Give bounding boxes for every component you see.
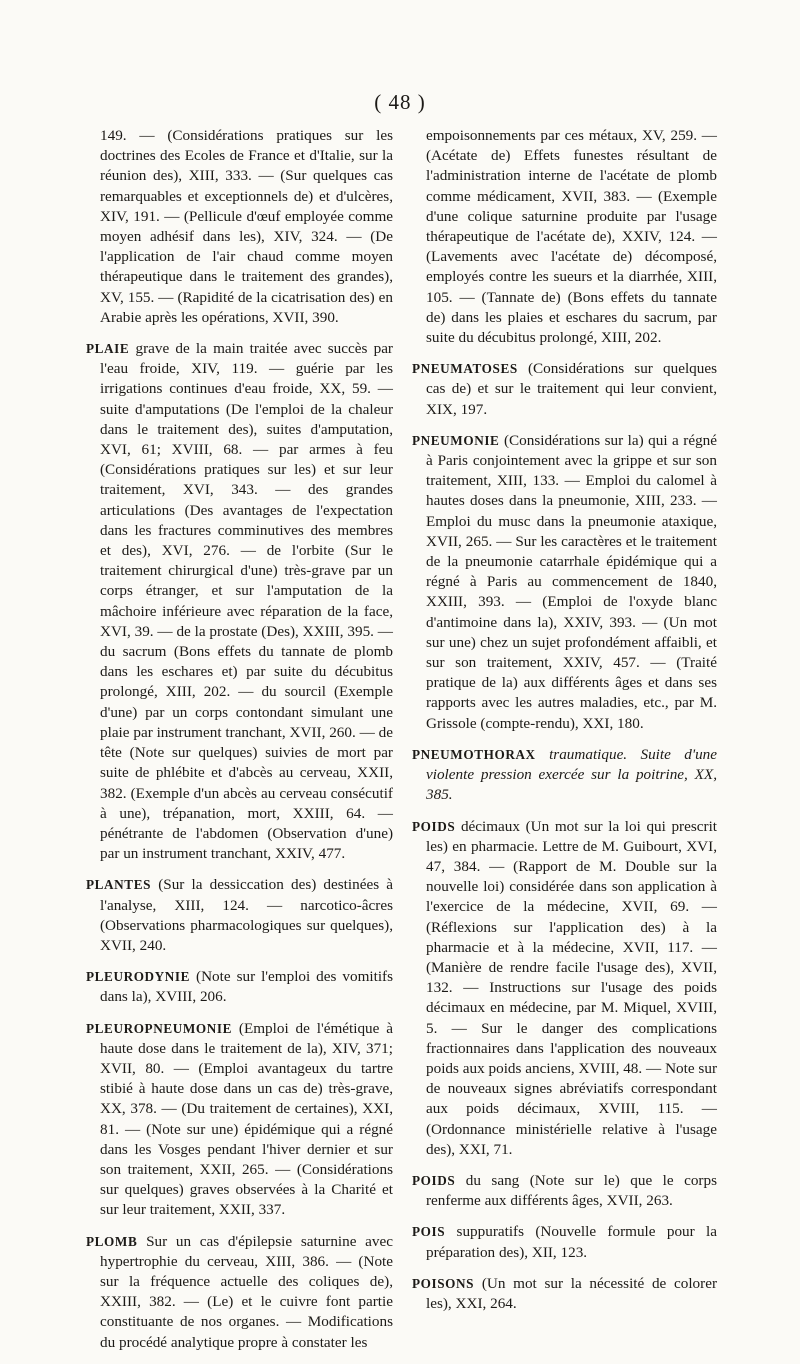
index-entry <box>86 1019 393 1221</box>
index-entry <box>412 126 717 348</box>
entry-text: (Considérations sur quelques cas de) et sur le traitement qui leur convient, XIX, 197. <box>426 360 717 418</box>
entry-heading: PNEUMATOSES <box>412 361 518 377</box>
index-entry <box>412 817 717 1160</box>
right-column <box>412 126 717 1325</box>
entry-heading: POIDS <box>412 818 456 834</box>
index-entry <box>412 359 717 420</box>
index-entry <box>86 126 393 328</box>
entry-heading: PLEURODYNIE <box>86 969 191 985</box>
entry-text: (Un mot sur la nécessité de colorer les), XXI, 264. <box>426 1274 717 1312</box>
index-entry <box>86 1232 393 1353</box>
index-entry <box>412 1222 717 1262</box>
index-entry <box>412 1171 717 1211</box>
entry-heading: PLOMB <box>86 1233 138 1249</box>
entry-text: décimaux (Un mot sur la loi qui prescrit les) en pharmacie. Lettre de M. Guibourt, XVI, 47, 384. — (Rapport de M. Double sur la nouvelle loi) considérée dans son application à l'exercice de la médecine, XVII, 69. — (Réflexions sur l'application des) à la pharmacie et à la médecine, XVII, 117. — (Manière de rendre facile l'usage des), XVII, 132. — Instructions sur l'usage des poids décimaux en médecine, par M. Miquel, XVIII, 5. — Sur le danger des complications fractionnaires dans l'application des nouveaux poids aux poids anciens, XVIII, 48. — Note sur de nouveaux signes abréviatifs correspondant aux poids décimaux, XVIII, 115. — (Ordonnance ministérielle relative à l'usage des), XXI, 71. <box>426 817 718 1158</box>
index-entry <box>86 875 393 956</box>
entry-text: du sang (Note sur le) que le corps renferme aux différents âges, XVII, 263. <box>426 1171 717 1210</box>
entry-heading: POIDS <box>412 1172 456 1188</box>
entry-heading: PLAIE <box>86 341 130 357</box>
entry-text: Sur un cas d'épilepsie saturnine avec hypertrophie du cerveau, XIII, 386. — (Note sur la fréquence actuelle des coliques de), XXIII, 382. — (Le) et le cuivre font partie constituante de nos organes. — Modifications du procédé analytique propre à constater les <box>100 1232 393 1351</box>
index-entry <box>86 339 393 864</box>
entry-heading: PNEUMOTHORAX <box>412 746 536 762</box>
entry-heading: POISONS <box>412 1275 475 1291</box>
entry-text: (Considérations sur la) qui a régné à Paris conjointement avec la grippe et sur son traitement, XIII, 133. — Emploi du calomel à hautes doses dans la pneumonie, XIII, 233. — Emploi du musc dans la pneumonie ataxique, XVII, 265. — Sur les caractères et le traitement de la pneumonie catarrhale épidémique qui a régné à Paris au commencement de 1840, XXIII, 393. — (Emploi de l'oxyde blanc d'antimoine dans la), XXIV, 393. — (Un mot sur une) chez un sujet profondément affaibli, et sur son traitement, XXIV, 457. — (Traité pratique de la) aux différents âges et dans ses rapports avec les autres maladies, etc., par M. Grissole (compte-rendu), XXI, 180. <box>426 431 717 732</box>
entry-heading: PNEUMONIE <box>412 432 500 448</box>
entry-text: grave de la main traitée avec succès par l'eau froide, XIV, 119. — guérie par les irrigations continues d'eau froide, XX, 59. — suite d'amputations (De l'emploi de la chaleur dans le traitement des), suites d'amputation, XVI, 61; XVIII, 68. — par armes à feu (Considérations pratiques sur les) et sur leur traitement, XVI, 343. — des grandes articulations (Des avantages de l'expectation dans les fractures comminutives des membres et des), XVI, 276. — de l'orbite (Sur le traitement chirurgical d'une) très-grave par un corps étranger, et sur l'amputation de la mâchoire inférieure avec réparation de la face, XVI, 39. — de la prostate (Des), XXIII, 395. — du sacrum (Bons effets du tannate de plomb dans les eschares et) par suite du décubitus prolongé, XIII, 202. — du sourcil (Exemple d'une) par un corps contondant simulant une plaie par instrument tranchant, XVII, 260. — de tête (Note sur quelques) suivies de mort par suite de phlébite et d'abcès au cerveau, XXII, 382. (Exemple d'un abcès au cerveau consécutif à une), trépanation, mort, XXIII, 64. — pénétrante de l'abdomen (Observation d'une) par un instrument tranchant, XXIV, 477. <box>100 340 393 863</box>
entry-heading: PLANTES <box>86 877 152 893</box>
index-entry <box>412 431 717 734</box>
index-entry <box>86 967 393 1007</box>
entry-text: suppuratifs (Nouvelle formule pour la préparation des), XII, 123. <box>426 1223 717 1261</box>
entry-text: empoisonnements par ces métaux, XV, 259. — (Acétate de) Effets funestes résultant de l'administration interne de l'acétate de plomb comme médicament, XVII, 383. — (Exemple d'une colique saturnine produite par l'usage thérapeutique de l'acétate de), XXIV, 124. — (Lavements avec l'acétate de) décomposé, employés contre les sueurs et la diarrhée, XIII, 105. — (Tannate de) (Bons effets du tannate de) dans les plaies et eschares du sacrum, par suite du décubitus prolongé, XIII, 202. <box>426 127 717 347</box>
entry-text: (Emploi de l'émétique à haute dose dans le traitement de la), XIV, 371; XVII, 80. — (Emploi avantageux du tartre stibié à haute dose dans un cas de) très-grave, XX, 378. — (Du traitement de certaines), XXI, 81. — (Note sur une) épidémique qui a régné dans les Vosges pendant l'hiver dernier et sur son traitement, XXII, 265. — (Considérations sur quelques) graves observées à la Charité et sur leur traitement, XXII, 337. <box>100 1019 393 1219</box>
entry-text: 149. — (Considérations pratiques sur les doctrines des Ecoles de France et d'Italie, sur la réunion des), XIII, 333. — (Sur quelques cas remarquables et exceptionnels de) et d'ulcères, XIV, 191. — (Pellicule d'œuf employée comme moyen adhésif dans les), XIV, 324. — (De l'application de l'air chaud comme moyen thérapeutique dans le traitement des grandes), XV, 155. — (Rapidité de la cicatrisation des) en Arabie après les opérations, XVII, 390. <box>100 127 393 326</box>
index-entry <box>412 1274 717 1314</box>
entry-heading: PLEUROPNEUMONIE <box>86 1020 233 1036</box>
entry-heading: POIS <box>412 1224 446 1240</box>
entry-text: (Note sur l'emploi des vomitifs dans la), XVIII, 206. <box>100 968 394 1006</box>
index-entry <box>412 745 717 806</box>
left-column <box>86 126 393 1364</box>
entry-text: traumatique. Suite d'une violente pression exercée sur la poitrine, XX, 385. <box>426 745 717 804</box>
page-number: ( 48 ) <box>374 90 426 114</box>
entry-text: (Sur la dessiccation des) destinées à l'analyse, XIII, 124. — narcotico-âcres (Observations pharmacologiques sur quelques), XVII, 240. <box>100 876 393 954</box>
